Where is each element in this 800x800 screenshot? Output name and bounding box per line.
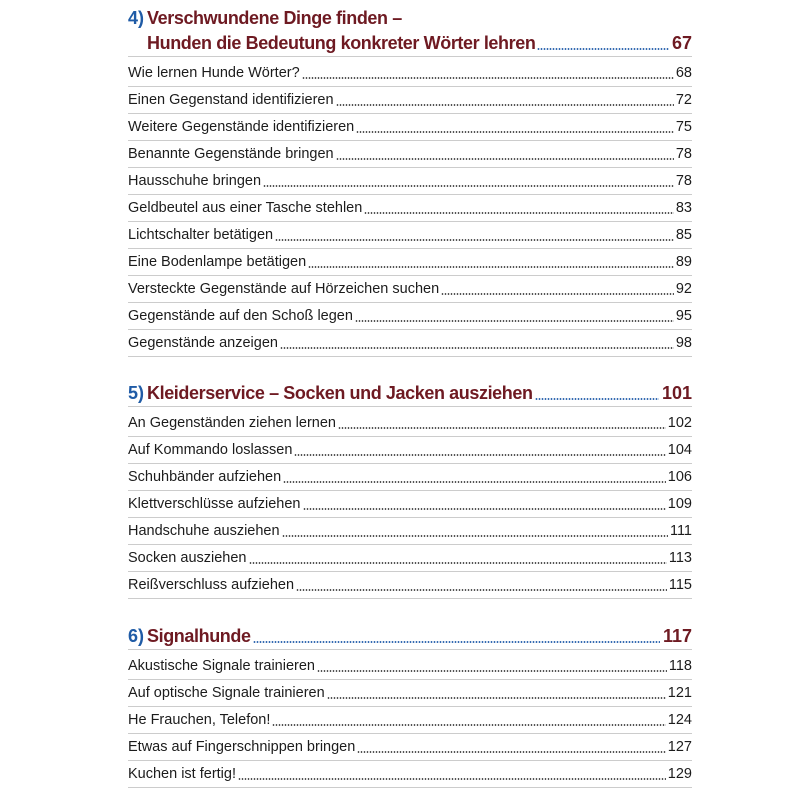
entry-page-number: 95 bbox=[675, 308, 692, 324]
dot-leader bbox=[283, 481, 666, 483]
dot-leader bbox=[294, 454, 665, 456]
section-title: Signalhunde bbox=[147, 626, 251, 646]
section-number: 5) bbox=[128, 383, 145, 403]
dot-leader bbox=[296, 589, 667, 591]
entry-title: He Frauchen, Telefon! bbox=[128, 712, 271, 728]
toc-entry bbox=[128, 222, 692, 249]
dot-leader bbox=[280, 347, 674, 349]
toc-entry bbox=[128, 491, 692, 518]
entry-page-number: 68 bbox=[675, 65, 692, 81]
dot-leader bbox=[355, 320, 674, 322]
toc-entry bbox=[128, 303, 692, 330]
dot-leader bbox=[535, 398, 659, 400]
entry-title: Gegenstände anzeigen bbox=[128, 335, 278, 351]
entry-page-number: 92 bbox=[675, 281, 692, 297]
section-title: Kleiderservice – Socken und Jacken ausziehen bbox=[147, 383, 533, 403]
entry-title: Auf optische Signale trainieren bbox=[128, 685, 325, 701]
entry-page-number: 78 bbox=[675, 173, 692, 189]
entry-page-number: 72 bbox=[675, 92, 692, 108]
toc-entry bbox=[128, 195, 692, 222]
dot-leader bbox=[282, 535, 668, 537]
entry-page-number: 129 bbox=[667, 766, 692, 782]
toc-entry bbox=[128, 114, 692, 141]
entry-title: Handschuhe ausziehen bbox=[128, 523, 280, 539]
dot-leader bbox=[263, 185, 674, 187]
dot-leader bbox=[336, 104, 674, 106]
toc-entry bbox=[128, 734, 692, 761]
entry-title: Akustische Signale trainieren bbox=[128, 658, 315, 674]
section-page-number: 101 bbox=[661, 383, 692, 403]
entry-page-number: 124 bbox=[667, 712, 692, 728]
entry-title: Benannte Gegenstände bringen bbox=[128, 146, 334, 162]
toc-entry bbox=[128, 437, 692, 464]
entry-page-number: 127 bbox=[667, 739, 692, 755]
entry-page-number: 98 bbox=[675, 335, 692, 351]
entry-list bbox=[128, 410, 692, 599]
entry-title: Kuchen ist fertig! bbox=[128, 766, 236, 782]
entry-page-number: 106 bbox=[667, 469, 692, 485]
dot-leader bbox=[272, 724, 665, 726]
toc-entry bbox=[128, 141, 692, 168]
entry-page-number: 118 bbox=[668, 658, 692, 674]
section-heading-line bbox=[128, 5, 692, 31]
entry-list bbox=[128, 653, 692, 788]
entry-page-number: 115 bbox=[668, 577, 692, 593]
dot-leader bbox=[441, 293, 674, 295]
section-number: 4) bbox=[128, 8, 145, 28]
dot-leader bbox=[537, 48, 669, 50]
toc-entry bbox=[128, 707, 692, 734]
entry-page-number: 75 bbox=[675, 119, 692, 135]
dot-leader bbox=[303, 508, 666, 510]
section-heading-line bbox=[128, 31, 692, 57]
toc-section-5 bbox=[128, 381, 692, 599]
entry-title: Versteckte Gegenstände auf Hörzeichen suchen bbox=[128, 281, 440, 297]
section-number: 6) bbox=[128, 626, 145, 646]
entry-page-number: 83 bbox=[675, 200, 692, 216]
dot-leader bbox=[253, 641, 660, 643]
entry-page-number: 89 bbox=[675, 254, 692, 270]
toc-entry bbox=[128, 518, 692, 545]
toc-entry bbox=[128, 464, 692, 491]
section-page-number: 117 bbox=[662, 626, 692, 646]
section-page-number: 67 bbox=[671, 33, 692, 53]
section-heading-line bbox=[128, 381, 692, 407]
dot-leader bbox=[302, 77, 674, 79]
toc-entry bbox=[128, 168, 692, 195]
dot-leader bbox=[327, 697, 666, 699]
entry-title: Gegenstände auf den Schoß legen bbox=[128, 308, 353, 324]
entry-page-number: 113 bbox=[668, 550, 692, 566]
dot-leader bbox=[308, 266, 674, 268]
entry-page-number: 109 bbox=[667, 496, 692, 512]
entry-page-number: 121 bbox=[667, 685, 692, 701]
dot-leader bbox=[338, 427, 666, 429]
entry-page-number: 85 bbox=[675, 227, 692, 243]
entry-title: Weitere Gegenstände identifizieren bbox=[128, 119, 355, 135]
entry-title: Lichtschalter betätigen bbox=[128, 227, 274, 243]
toc-section-6 bbox=[128, 624, 692, 788]
toc-entry bbox=[128, 276, 692, 303]
entry-list bbox=[128, 60, 692, 357]
entry-title: Socken ausziehen bbox=[128, 550, 247, 566]
toc-entry bbox=[128, 87, 692, 114]
dot-leader bbox=[238, 778, 666, 780]
dot-leader bbox=[356, 131, 674, 133]
entry-title: Wie lernen Hunde Wörter? bbox=[128, 65, 300, 81]
entry-title: Eine Bodenlampe betätigen bbox=[128, 254, 307, 270]
toc-entry bbox=[128, 572, 692, 599]
entry-page-number: 78 bbox=[675, 146, 692, 162]
entry-title: Etwas auf Fingerschnippen bringen bbox=[128, 739, 356, 755]
section-title-continued: Hunden die Bedeutung konkreter Wörter lehren bbox=[147, 33, 536, 53]
entry-title: Schuhbänder aufziehen bbox=[128, 469, 282, 485]
entry-title: Auf Kommando loslassen bbox=[128, 442, 293, 458]
section-heading-line bbox=[128, 624, 692, 650]
toc-entry bbox=[128, 249, 692, 276]
toc-section-4 bbox=[128, 5, 692, 357]
entry-page-number: 111 bbox=[669, 523, 692, 539]
entry-title: Einen Gegenstand identifizieren bbox=[128, 92, 334, 108]
entry-title: An Gegenständen ziehen lernen bbox=[128, 415, 336, 431]
dot-leader bbox=[249, 562, 667, 564]
entry-page-number: 104 bbox=[667, 442, 692, 458]
entry-title: Geldbeutel aus einer Tasche stehlen bbox=[128, 200, 363, 216]
entry-title: Hausschuhe bringen bbox=[128, 173, 262, 189]
toc-entry bbox=[128, 410, 692, 437]
entry-title: Klettverschlüsse aufziehen bbox=[128, 496, 301, 512]
toc-entry bbox=[128, 545, 692, 572]
dot-leader bbox=[336, 158, 674, 160]
toc-entry bbox=[128, 653, 692, 680]
dot-leader bbox=[364, 212, 674, 214]
entry-page-number: 102 bbox=[667, 415, 692, 431]
toc-entry bbox=[128, 330, 692, 357]
toc-entry bbox=[128, 60, 692, 87]
entry-title: Reißverschluss aufziehen bbox=[128, 577, 295, 593]
toc-entry bbox=[128, 680, 692, 707]
section-title: Verschwundene Dinge finden – bbox=[147, 8, 402, 28]
dot-leader bbox=[275, 239, 674, 241]
toc-entry bbox=[128, 761, 692, 788]
dot-leader bbox=[357, 751, 665, 753]
dot-leader bbox=[317, 670, 667, 672]
